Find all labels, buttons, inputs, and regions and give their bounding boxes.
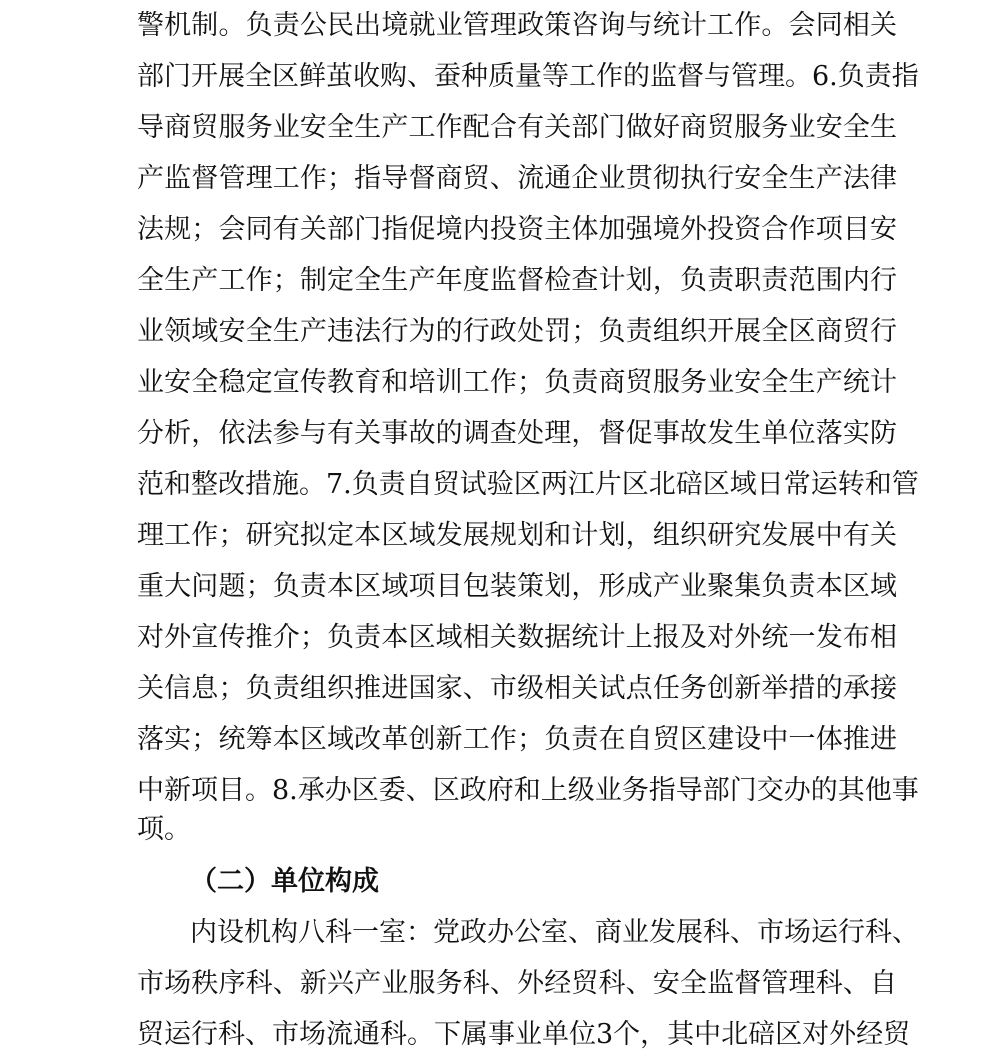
section-heading: （二）单位构成: [190, 866, 379, 897]
body-text-line: 重大问题；负责本区域项目包装策划，形成产业聚集负责本区域: [137, 571, 897, 602]
body-text-line: 部门开展全区鲜茧收购、蚕种质量等工作的监督与管理。6.负责指: [137, 61, 919, 92]
body-text-line-last: 项。: [137, 814, 191, 845]
body-text-line: 关信息；负责组织推进国家、市级相关试点任务创新举措的承接: [137, 673, 897, 704]
body-text-line: 法规；会同有关部门指促境内投资主体加强境外投资合作项目安: [137, 214, 897, 245]
section-text-line: 贸运行科、市场流通科。下属事业单位3个，其中北碚区对外经贸: [137, 1019, 911, 1050]
body-text-line: 业安全稳定宣传教育和培训工作；负责商贸服务业安全生产统计: [137, 367, 897, 398]
body-text-line: 产监督管理工作；指导督商贸、流通企业贯彻执行安全生产法律: [137, 163, 897, 194]
body-text-line: 警机制。负责公民出境就业管理政策咨询与统计工作。会同相关: [137, 10, 897, 41]
body-text-line: 落实；统筹本区域改革创新工作；负责在自贸区建设中一体推进: [137, 724, 897, 755]
body-text-line: 业领域安全生产违法行为的行政处罚；负责组织开展全区商贸行: [137, 316, 897, 347]
body-text-line: 分析，依法参与有关事故的调查处理，督促事故发生单位落实防: [137, 418, 897, 449]
body-text-line: 范和整改措施。7.负责自贸试验区两江片区北碚区域日常运转和管: [137, 469, 919, 500]
body-text-line: 全生产工作；制定全生产年度监督检查计划，负责职责范围内行: [137, 265, 897, 296]
body-text-line: 中新项目。8.承办区委、区政府和上级业务指导部门交办的其他事: [137, 775, 919, 806]
body-text-line: 对外宣传推介；负责本区域相关数据统计上报及对外统一发布相: [137, 622, 897, 653]
section-text-line: 市场秩序科、新兴产业服务科、外经贸科、安全监督管理科、自: [137, 968, 897, 999]
body-text-line: 理工作；研究拟定本区域发展规划和计划，组织研究发展中有关: [137, 520, 897, 551]
section-text-line: 内设机构八科一室：党政办公室、商业发展科、市场运行科、: [190, 917, 919, 948]
body-text-line: 导商贸服务业安全生产工作配合有关部门做好商贸服务业安全生: [137, 112, 897, 143]
